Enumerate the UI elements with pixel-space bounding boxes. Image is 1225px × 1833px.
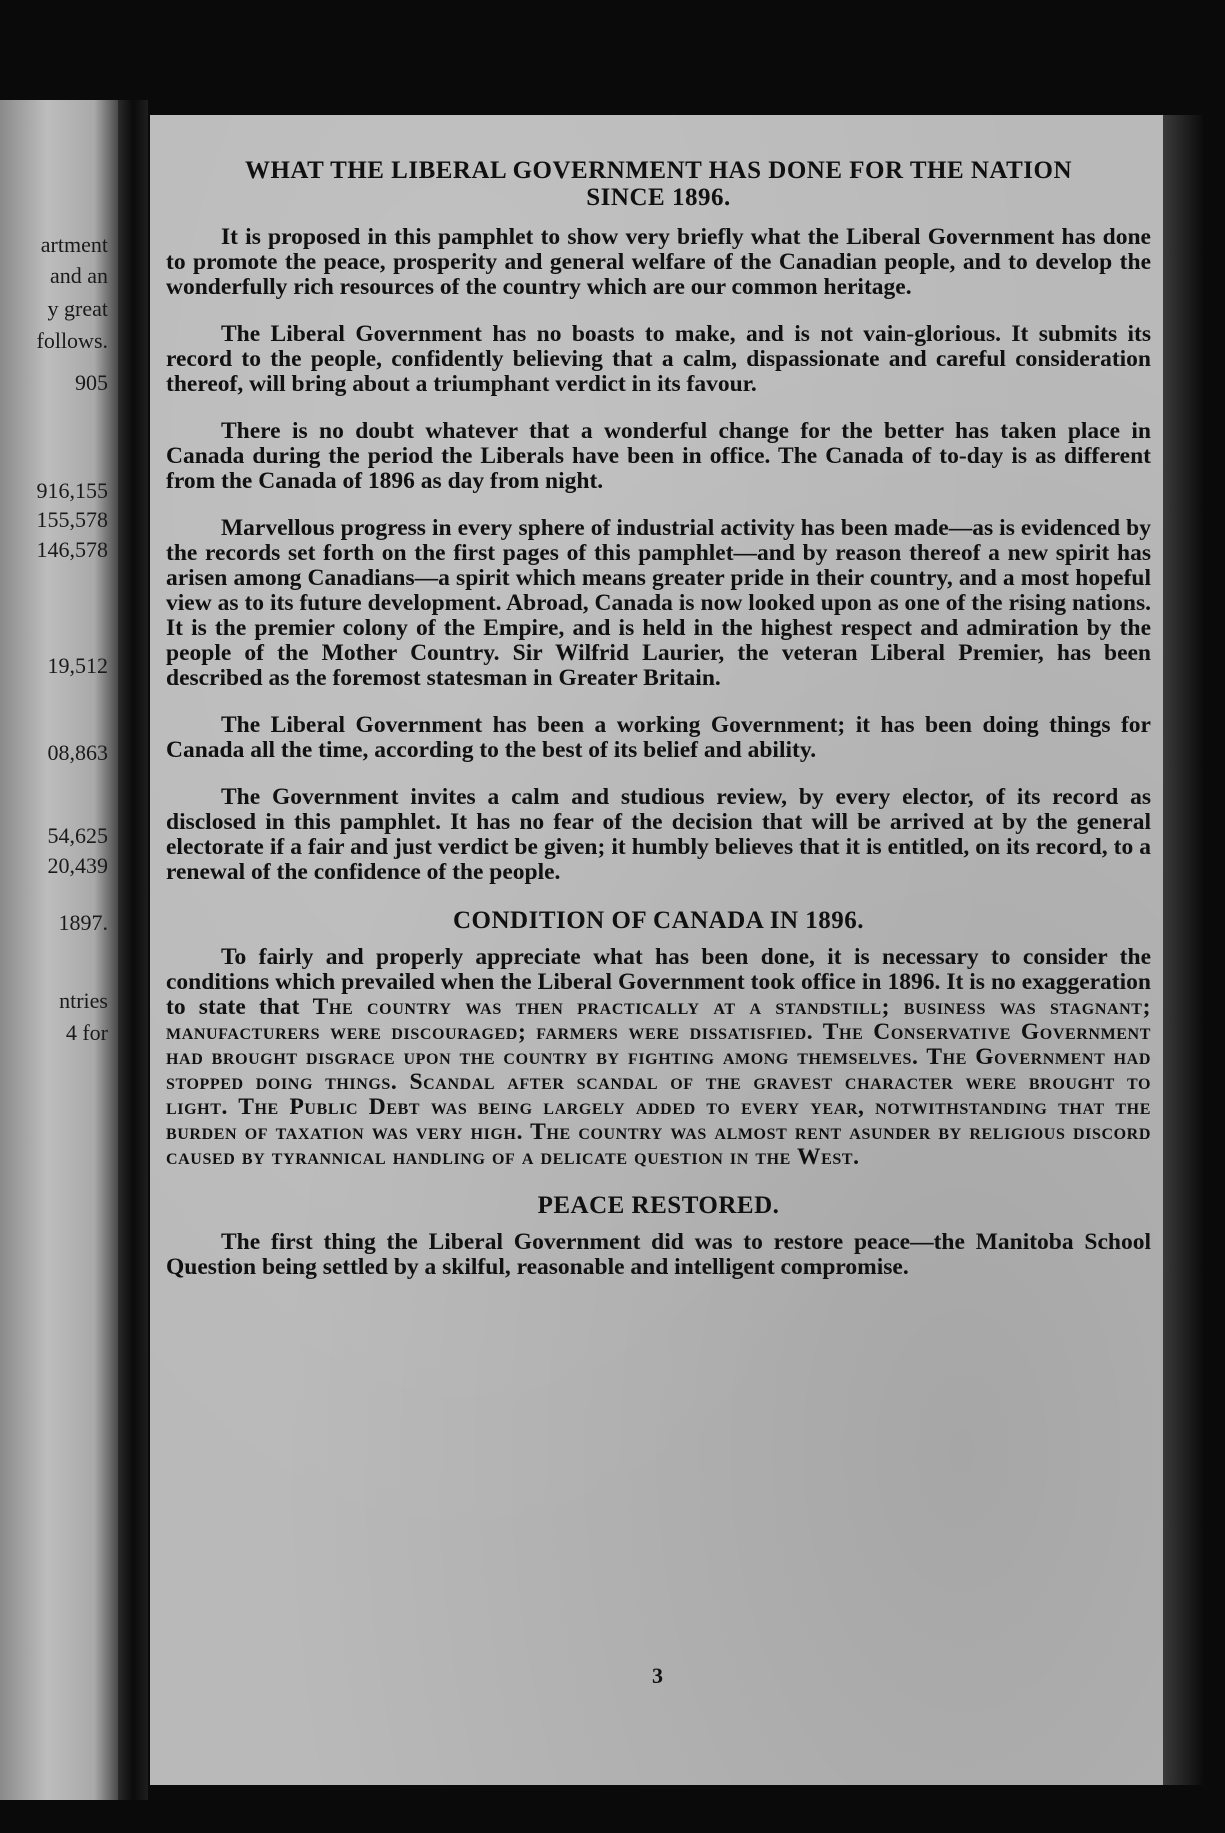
previous-page-strip [0,100,118,1800]
prev-page-fragment: y great [47,296,108,321]
prev-page-fragment: follows. [36,328,108,353]
page-number: 3 [652,1663,663,1688]
prev-page-fragment: 916,155 [36,478,108,503]
paragraph: There is no doubt whatever that a wonderful change for the better has taken place in Canada during the period the Liberals have been in office. The Canada of to-day is as different from the Canada of 1896 as day from night. [166,418,1151,494]
prev-page-fragment: 146,578 [36,537,108,562]
paragraph: It is proposed in this pamphlet to show very briefly what the Liberal Government has done to promote the peace, prosperity and general welfare of the Canadian people, and to develop the wonderfully rich resources of the country which are our common heritage. [166,224,1151,300]
paragraph: The Government invites a calm and studious review, by every elector, of its record as disclosed in this pamphlet. It has no fear of the decision that will be arrived at by the general electorate if a fair and just verdict be given; it humbly believes that it is entitled, on its record, to a renewal of the confidence of the people. [166,784,1151,885]
book-gutter [118,100,148,1800]
prev-page-fragment: ntries [59,988,108,1013]
prev-page-fragment: 08,863 [47,740,108,765]
prev-page-fragment: 905 [75,370,108,395]
prev-page-fragment: 19,512 [47,653,108,678]
prev-page-fragment: 1897. [58,910,108,935]
page-edge-shadow [1163,115,1203,1785]
paragraph: The Liberal Government has no boasts to make, and is not vain-glorious. It submits its record to the people, confidently believing that a calm, dispassionate and careful consideration thereof, will bring about a triumphant verdict in its favour. [166,321,1151,397]
paragraph: The Liberal Government has been a working Government; it has been doing things for Canada all the time, according to the best of its belief and ability. [166,712,1151,763]
prev-page-fragment: 54,625 [47,823,108,848]
prev-page-fragment: 155,578 [36,507,108,532]
prev-page-fragment: and an [49,263,108,288]
condition-paragraph [166,945,1151,1170]
condition-emphasis: The country was then practically at a standstill; business was stagnant; manufacturers were discouraged; farmers were dissatisfied. The Conservative Government had brought disgrace upon the country by fighting among themselves. The Government had stopped doing things. Scandal after scandal of the gravest character were brought to light. The Public Debt was being largely added to every year, notwithstanding that the burden of taxation was very high. The country was almost rent asunder by religious discord caused by tyrannical handling of a delicate question in the West. [166,994,1151,1170]
pamphlet-page [150,115,1165,1785]
peace-paragraph: The first thing the Liberal Government did was to restore peace—the Manitoba School Question being settled by a skilful, reasonable and intelligent compromise. [166,1229,1151,1280]
prev-page-fragment: 4 for [65,1020,108,1045]
condition-intro: To fairly and properly appreciate what has been done, it is necessary to consider the conditions which prevailed when the Liberal Government took office in 1896. It is no exaggeration to state that [166,944,1151,1020]
section-heading: CONDITION OF CANADA IN 1896. [452,907,864,934]
page-title: WHAT THE LIBERAL GOVERNMENT HAS DONE FOR THE NATION SINCE 1896. [244,157,1073,211]
paragraph: Marvellous progress in every sphere of industrial activity has been made—as is evidenced by the records set forth on the first pages of this pamphlet—and by reason thereof a new spirit has arisen among Canadians—a spirit which means greater pride in their country, and a most hopeful view as to its future development. Abroad, Canada is now looked upon as one of the rising nations. It is the premier colony of the Empire, and is held in the highest respect and admiration by the people of the Mother Country. Sir Wilfrid Laurier, the veteran Liberal Premier, has been described as the foremost statesman in Greater Britain. [166,515,1151,691]
prev-page-fragment: 20,439 [47,853,108,878]
prev-page-fragment: artment [40,232,108,257]
section-heading: PEACE RESTORED. [537,1192,780,1219]
